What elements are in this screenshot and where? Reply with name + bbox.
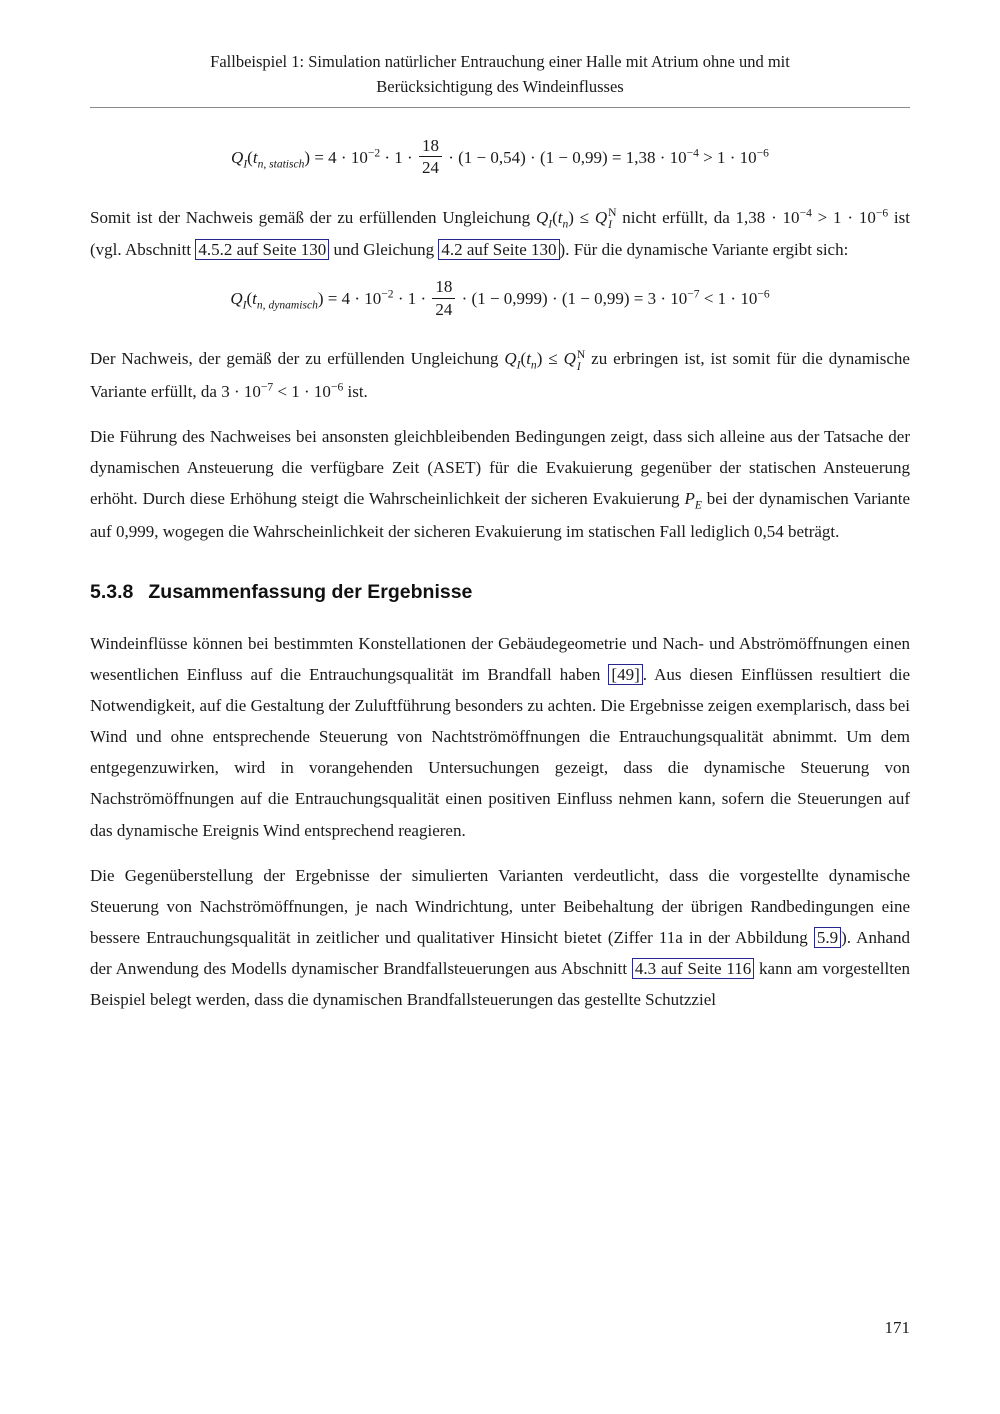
math-superscript: −4 <box>686 145 699 159</box>
document-content <box>90 135 911 1016</box>
math-superscript: −4 <box>799 205 812 219</box>
math-variable: t <box>526 349 531 369</box>
ref-link[interactable]: 5.9 <box>814 927 841 948</box>
math-superscript: −6 <box>875 205 889 219</box>
running-header <box>90 50 910 108</box>
header-rule <box>90 107 910 108</box>
math-subscript: I <box>576 360 581 374</box>
math-subscript: n <box>562 216 569 230</box>
math-superscript: −7 <box>260 380 274 394</box>
paragraph: Windeinflüsse können bei bestimmten Konstellationen der Gebäudegeometrie und Nach- und Abströmöffnungen einen wesentlichen Einfluss auf die Entrauchungsqualität im Brandfall haben [49] . Aus diesen Einflüssen resultiert die Notwendigkeit, auf die Gestaltung der Zuluftführung besonders zu achten. Die Ergebnisse zeigen exemplarisch, dass bei Wind und ohne entsprechende Steuerung von Nachtströmöffnungen die Entrauchungsqualität abnimmt. Um dem entgegenzuwirken, wird in vorangehenden Untersuchungen gezeigt, dass die dynamische Steuerung von Nachströmöffnungen auf die Entrauchungsqualität einen positiven Einfluss nehmen kann, sofern die Steuerungen auf das dynamische Ereignis Wind entsprechend reagieren. <box>90 633 910 840</box>
fraction-denominator: 24 <box>421 158 439 178</box>
math-variable: t <box>252 147 258 167</box>
paragraph: Die Gegenüberstellung der Ergebnisse der simulierten Varianten verdeutlicht, dass die vorgestellte dynamische Steuerung von Nachströmöffnungen, je nach Windrichtung, unter Beibehaltung der übrigen Randbedingungen eine bessere Entrauchungsqualität in zeitlicher und qualitativer Hinsicht bietet (Ziffer 11a in der Abbildung 5.9 ). Anhand der Anwendung des Modells dynamischer Brandfallsteuerungen aus Abschnitt 4.3 auf Seite 116 kann am vorgestellten Beispiel belegt werden, dass die dynamischen Brandfallsteuerungen das gestellte Schutzziel <box>90 865 911 1010</box>
section-number: 5.3.8 <box>90 580 134 603</box>
running-header-line1: Fallbeispiel 1: Simulation natürlicher Entrauchung einer Halle mit Atrium ohne und mit <box>210 52 790 71</box>
display-equation: $Q_I(t_{n, dynamisch}) = 4 \cdot 10^{-2} \cdot 1$ · $\frac{18}{24}$ · $(1 - 0,999) \cdot (1 - 0,99) = 3 \cdot 10^{-7} < 1 \cdot 10^{-6}$ <box>230 277 770 319</box>
document-page <box>90 0 910 1414</box>
math-variable: Q <box>504 349 517 369</box>
math-superscript: −6 <box>330 380 344 394</box>
math-superscript: −2 <box>381 287 394 301</box>
page-number: 171 <box>884 1318 910 1337</box>
math-variable: P <box>684 489 695 509</box>
math-variable: Q <box>594 207 608 227</box>
running-header-line2: Berücksichtigung des Windeinflusses <box>376 76 624 96</box>
fraction-numerator: 18 <box>432 277 455 299</box>
ref-link[interactable]: [49] <box>608 664 642 685</box>
math-subscript: I <box>516 358 521 372</box>
math-supsub <box>608 207 616 231</box>
math-superscript: −2 <box>367 145 381 159</box>
math-subscript: I <box>608 218 613 232</box>
math-subscript: I <box>548 216 553 230</box>
math-subscript: n, statisch <box>257 156 305 170</box>
math-superscript: −6 <box>756 145 769 159</box>
math-variable: Q <box>535 207 549 227</box>
math-variable: t <box>252 289 257 309</box>
fraction-denominator: 24 <box>435 299 453 319</box>
math-subscript: I <box>243 156 248 170</box>
paragraph: Der Nachweis, der gemäß der zu erfüllenden Ungleichung $Q_I(t_n) \le Q$ N I zu erbringen ist, ist somit für die dynamische Variante erfüllt, da $3 \cdot 10^{-7} < 1 \cdot 10^{-6}$ ist. <box>90 347 910 401</box>
math-subscript: I <box>242 298 247 312</box>
math-subscript: E <box>694 498 702 512</box>
math-superscript: N <box>576 347 586 361</box>
display-equation: $Q_I(t_{n, statisch}) = 4 \cdot 10^{-2} \cdot 1$ · $\frac{18}{24}$ · $(1 - 0,54) \cdot (1 - 0,99) = 1,38 \cdot 10^{-4} > 1 \cdot 10^{-6}$ <box>231 135 769 178</box>
math-fraction <box>432 277 455 319</box>
paragraph: Die Führung des Nachweises bei ansonsten gleichbleibenden Bedingungen zeigt, dass sich alleine aus der Tatsache der dynamischen Ansteuerung die verfügbare Zeit (ASET) für die Evakuierung gegenüber der statischen Ansteuerung erhöht. Durch diese Erhöhung steigt die Wahrscheinlichkeit der sicheren Evakuierung $P_E$ bei der dynamischen Variante auf 0,999, wogegen die Wahrscheinlichkeit der sicheren Evakuierung im statischen Fall lediglich 0,54 beträgt. <box>90 427 910 541</box>
ref-link[interactable]: 4.3 auf Seite 116 <box>632 958 754 979</box>
ref-link[interactable]: 4.5.2 auf Seite 130 <box>195 239 329 260</box>
math-superscript: −7 <box>687 287 700 301</box>
math-fraction <box>419 136 442 178</box>
math-variable: Q <box>230 289 243 309</box>
section-heading <box>90 581 910 604</box>
math-supsub <box>577 349 585 373</box>
fraction-numerator: 18 <box>419 136 442 158</box>
ref-link[interactable]: 4.2 auf Seite 130 <box>438 239 559 260</box>
math-subscript: n <box>530 358 537 372</box>
math-subscript: n, dynamisch <box>256 298 318 312</box>
math-variable: Q <box>563 349 576 369</box>
math-variable: t <box>557 207 563 227</box>
section-title: Zusammenfassung der Ergebnisse <box>148 580 473 603</box>
math-superscript: −6 <box>757 287 770 301</box>
math-superscript: N <box>608 206 617 220</box>
math-variable: Q <box>231 147 244 167</box>
paragraph: Somit ist der Nachweis gemäß der zu erfüllenden Ungleichung $Q_I(t_n) \le Q$ N I nicht erfüllt, da $1,38 \cdot 10^{-4} > 1 \cdot 10^{-6}$ ist (vgl. Abschnitt 4.5.2 auf Seite 130 und Gleichung 4.2 auf Seite 130 ). Für die dynamische Variante ergibt sich: <box>90 205 910 260</box>
